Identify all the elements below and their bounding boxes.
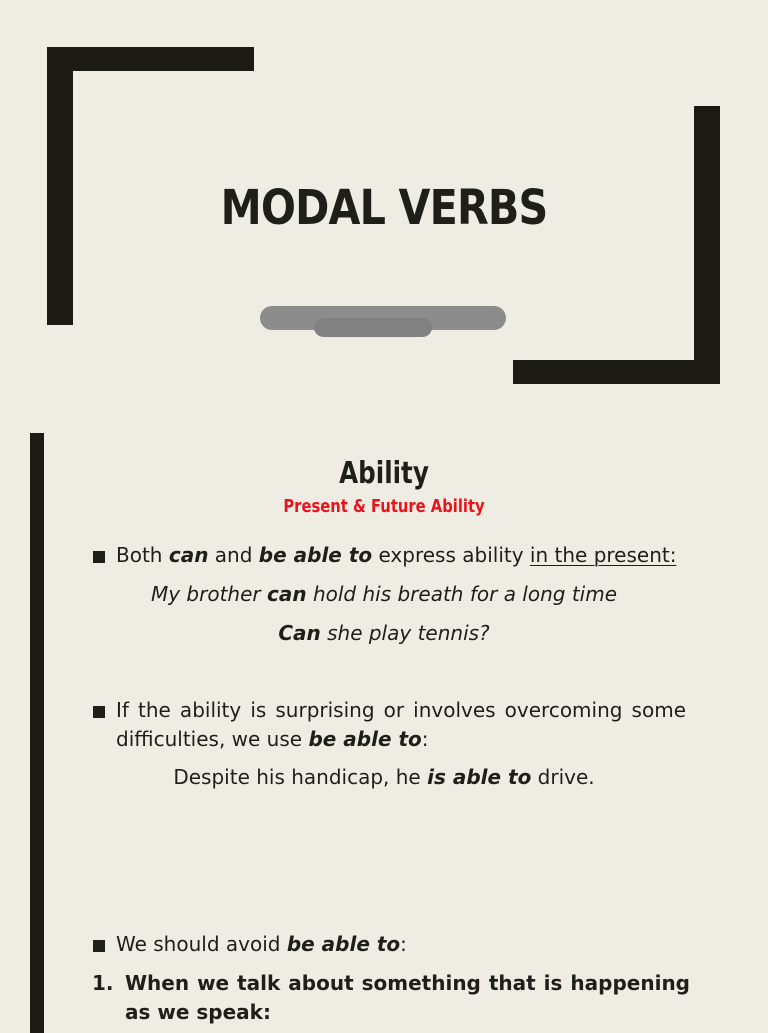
text: hold his breath for a long time (306, 582, 618, 606)
bullet-marker (93, 551, 105, 563)
example-1 (0, 580, 768, 609)
keyword: is able to (427, 765, 532, 789)
example-3 (0, 763, 768, 792)
bullet-3 (116, 930, 407, 959)
bullet-marker (93, 940, 105, 952)
frame-top-left-horizontal (47, 47, 254, 71)
text: and (208, 543, 259, 567)
bullet-1 (116, 541, 676, 570)
section-heading: Ability (339, 456, 429, 491)
redacted-smudge-inner (314, 318, 432, 337)
text: We should avoid (116, 932, 287, 956)
list-item-number: 1. (92, 971, 114, 995)
underlined-text: in the present: (529, 543, 677, 567)
frame-bottom-right-horizontal (513, 360, 720, 384)
bullet-marker (93, 706, 105, 718)
frame-bottom-right-vertical (694, 106, 720, 384)
text: If the ability is surprising or involves overcoming some difficulties, we use (116, 698, 686, 751)
bullet-2 (116, 696, 686, 754)
text: she play tennis? (320, 621, 490, 645)
list-item-text: When we talk about something that is happening as we speak: (125, 971, 690, 1024)
keyword: can (168, 543, 209, 567)
text: drive. (531, 765, 595, 789)
text: Both (116, 543, 169, 567)
page-title: MODAL VERBS (220, 180, 548, 236)
text: Despite his handicap, he (173, 765, 428, 789)
text: : (421, 727, 429, 751)
keyword: Can (278, 621, 321, 645)
text: My brother (150, 582, 267, 606)
keyword: be able to (258, 543, 373, 567)
keyword: can (267, 582, 307, 606)
text: : (400, 932, 407, 956)
keyword: be able to (308, 727, 422, 751)
keyword: be able to (286, 932, 401, 956)
example-2 (0, 619, 768, 648)
section-subheading: Present & Future Ability (283, 496, 485, 517)
slide-side-bar (30, 433, 44, 1033)
text: express ability (372, 543, 530, 567)
